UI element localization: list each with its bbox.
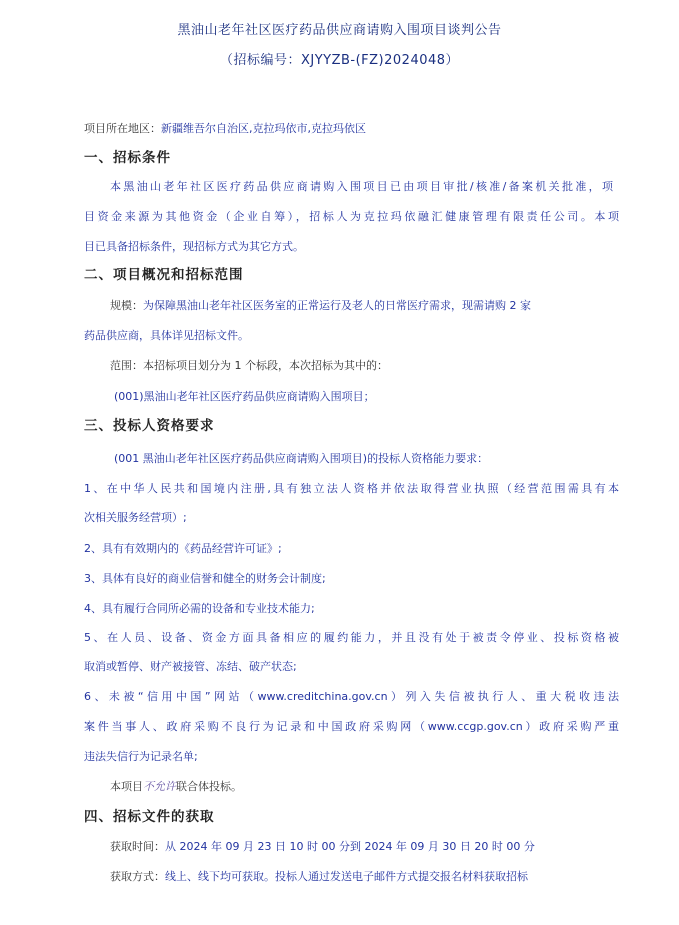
section-1-heading: 一、招标条件	[84, 150, 171, 166]
section-3-heading: 三、投标人资格要求	[84, 418, 215, 434]
qualification-item-4: 4、具有履行合同所必需的设备和专业技术能力;	[84, 602, 315, 615]
location-value: 新疆维吾尔自治区,克拉玛依市,克拉玛依区	[161, 122, 366, 135]
section-1-paragraph-line-1: 本黑油山老年社区医疗药品供应商请购入围项目已由项目审批/核准/备案机关批准，项	[110, 180, 613, 193]
acquisition-method-label: 获取方式：	[110, 870, 165, 883]
project-location	[84, 122, 366, 136]
scale-paragraph-line-1	[110, 299, 531, 313]
section-4-heading: 四、招标文件的获取	[84, 809, 215, 825]
qualification-item-5-line-2: 取消或暂停、财产被接管、冻结、破产状态;	[84, 660, 297, 673]
qualification-item-1-line-2: 次相关服务经营项）;	[84, 511, 187, 524]
scale-text: 为保障黑油山老年社区医务室的正常运行及老人的日常医疗需求，现需请购 2 家	[143, 299, 531, 312]
qualification-item-5-line-1: 5、在人员、设备、资金方面具备相应的履约能力，并且没有处于被责令停业、投标资格被	[84, 631, 619, 644]
qualification-intro: (001 黑油山老年社区医疗药品供应商请购入围项目)的投标人资格能力要求：	[114, 452, 489, 465]
acquisition-time-value: 从 2024 年 09 月 23 日 10 时 00 分到 2024 年 09 月 30 日 20 时 00 分	[165, 840, 535, 853]
consortium-prefix: 本项目	[110, 780, 143, 793]
section-1-paragraph-line-2: 目资金来源为其他资金（企业自筹），招标人为克拉玛依融汇健康管理有限责任公司。本项	[84, 210, 619, 223]
qualification-item-1-line-1: 1、在中华人民共和国境内注册,具有独立法人资格并依法取得营业执照（经营范围需具有本	[84, 482, 619, 495]
consortium-not-allowed: 不允许	[143, 780, 176, 793]
qualification-item-6-line-2: 案件当事人、政府采购不良行为记录和中国政府采购网（www.ccgp.gov.cn）政府采购严重	[84, 720, 619, 733]
acquisition-time-label: 获取时间：	[110, 840, 165, 853]
qualification-item-6-line-1: 6、未被“信用中国”网站（www.creditchina.gov.cn）列入失信被执行人、重大税收违法	[84, 690, 619, 703]
consortium-statement	[110, 780, 242, 794]
lot-item: (001)黑油山老年社区医疗药品供应商请购入围项目；	[114, 390, 375, 403]
scale-paragraph-line-2: 药品供应商，具体详见招标文件。	[84, 329, 249, 342]
scale-label: 规模：	[110, 299, 143, 312]
qualification-item-2: 2、具有有效期内的《药品经营许可证》;	[84, 542, 282, 555]
acquisition-method-value: 线上、线下均可获取。投标人通过发送电子邮件方式提交报名材料获取招标	[165, 870, 528, 883]
location-label: 项目所在地区：	[84, 122, 161, 135]
section-1-paragraph-line-3: 目已具备招标条件，现招标方式为其它方式。	[84, 240, 304, 253]
qualification-item-6-line-3: 违法失信行为记录名单;	[84, 750, 198, 763]
scope-paragraph: 范围：本招标项目划分为 1 个标段，本次招标为其中的：	[110, 359, 388, 372]
acquisition-method	[110, 870, 528, 884]
acquisition-time	[110, 840, 535, 854]
tender-number: （招标编号：XJYYZB-(FZ)2024048）	[219, 53, 460, 68]
section-2-heading: 二、项目概况和招标范围	[84, 267, 244, 283]
qualification-item-3: 3、具体有良好的商业信誉和健全的财务会计制度;	[84, 572, 326, 585]
document-title: 黑油山老年社区医疗药品供应商请购入围项目谈判公告	[177, 23, 502, 38]
consortium-suffix: 联合体投标。	[176, 780, 242, 793]
